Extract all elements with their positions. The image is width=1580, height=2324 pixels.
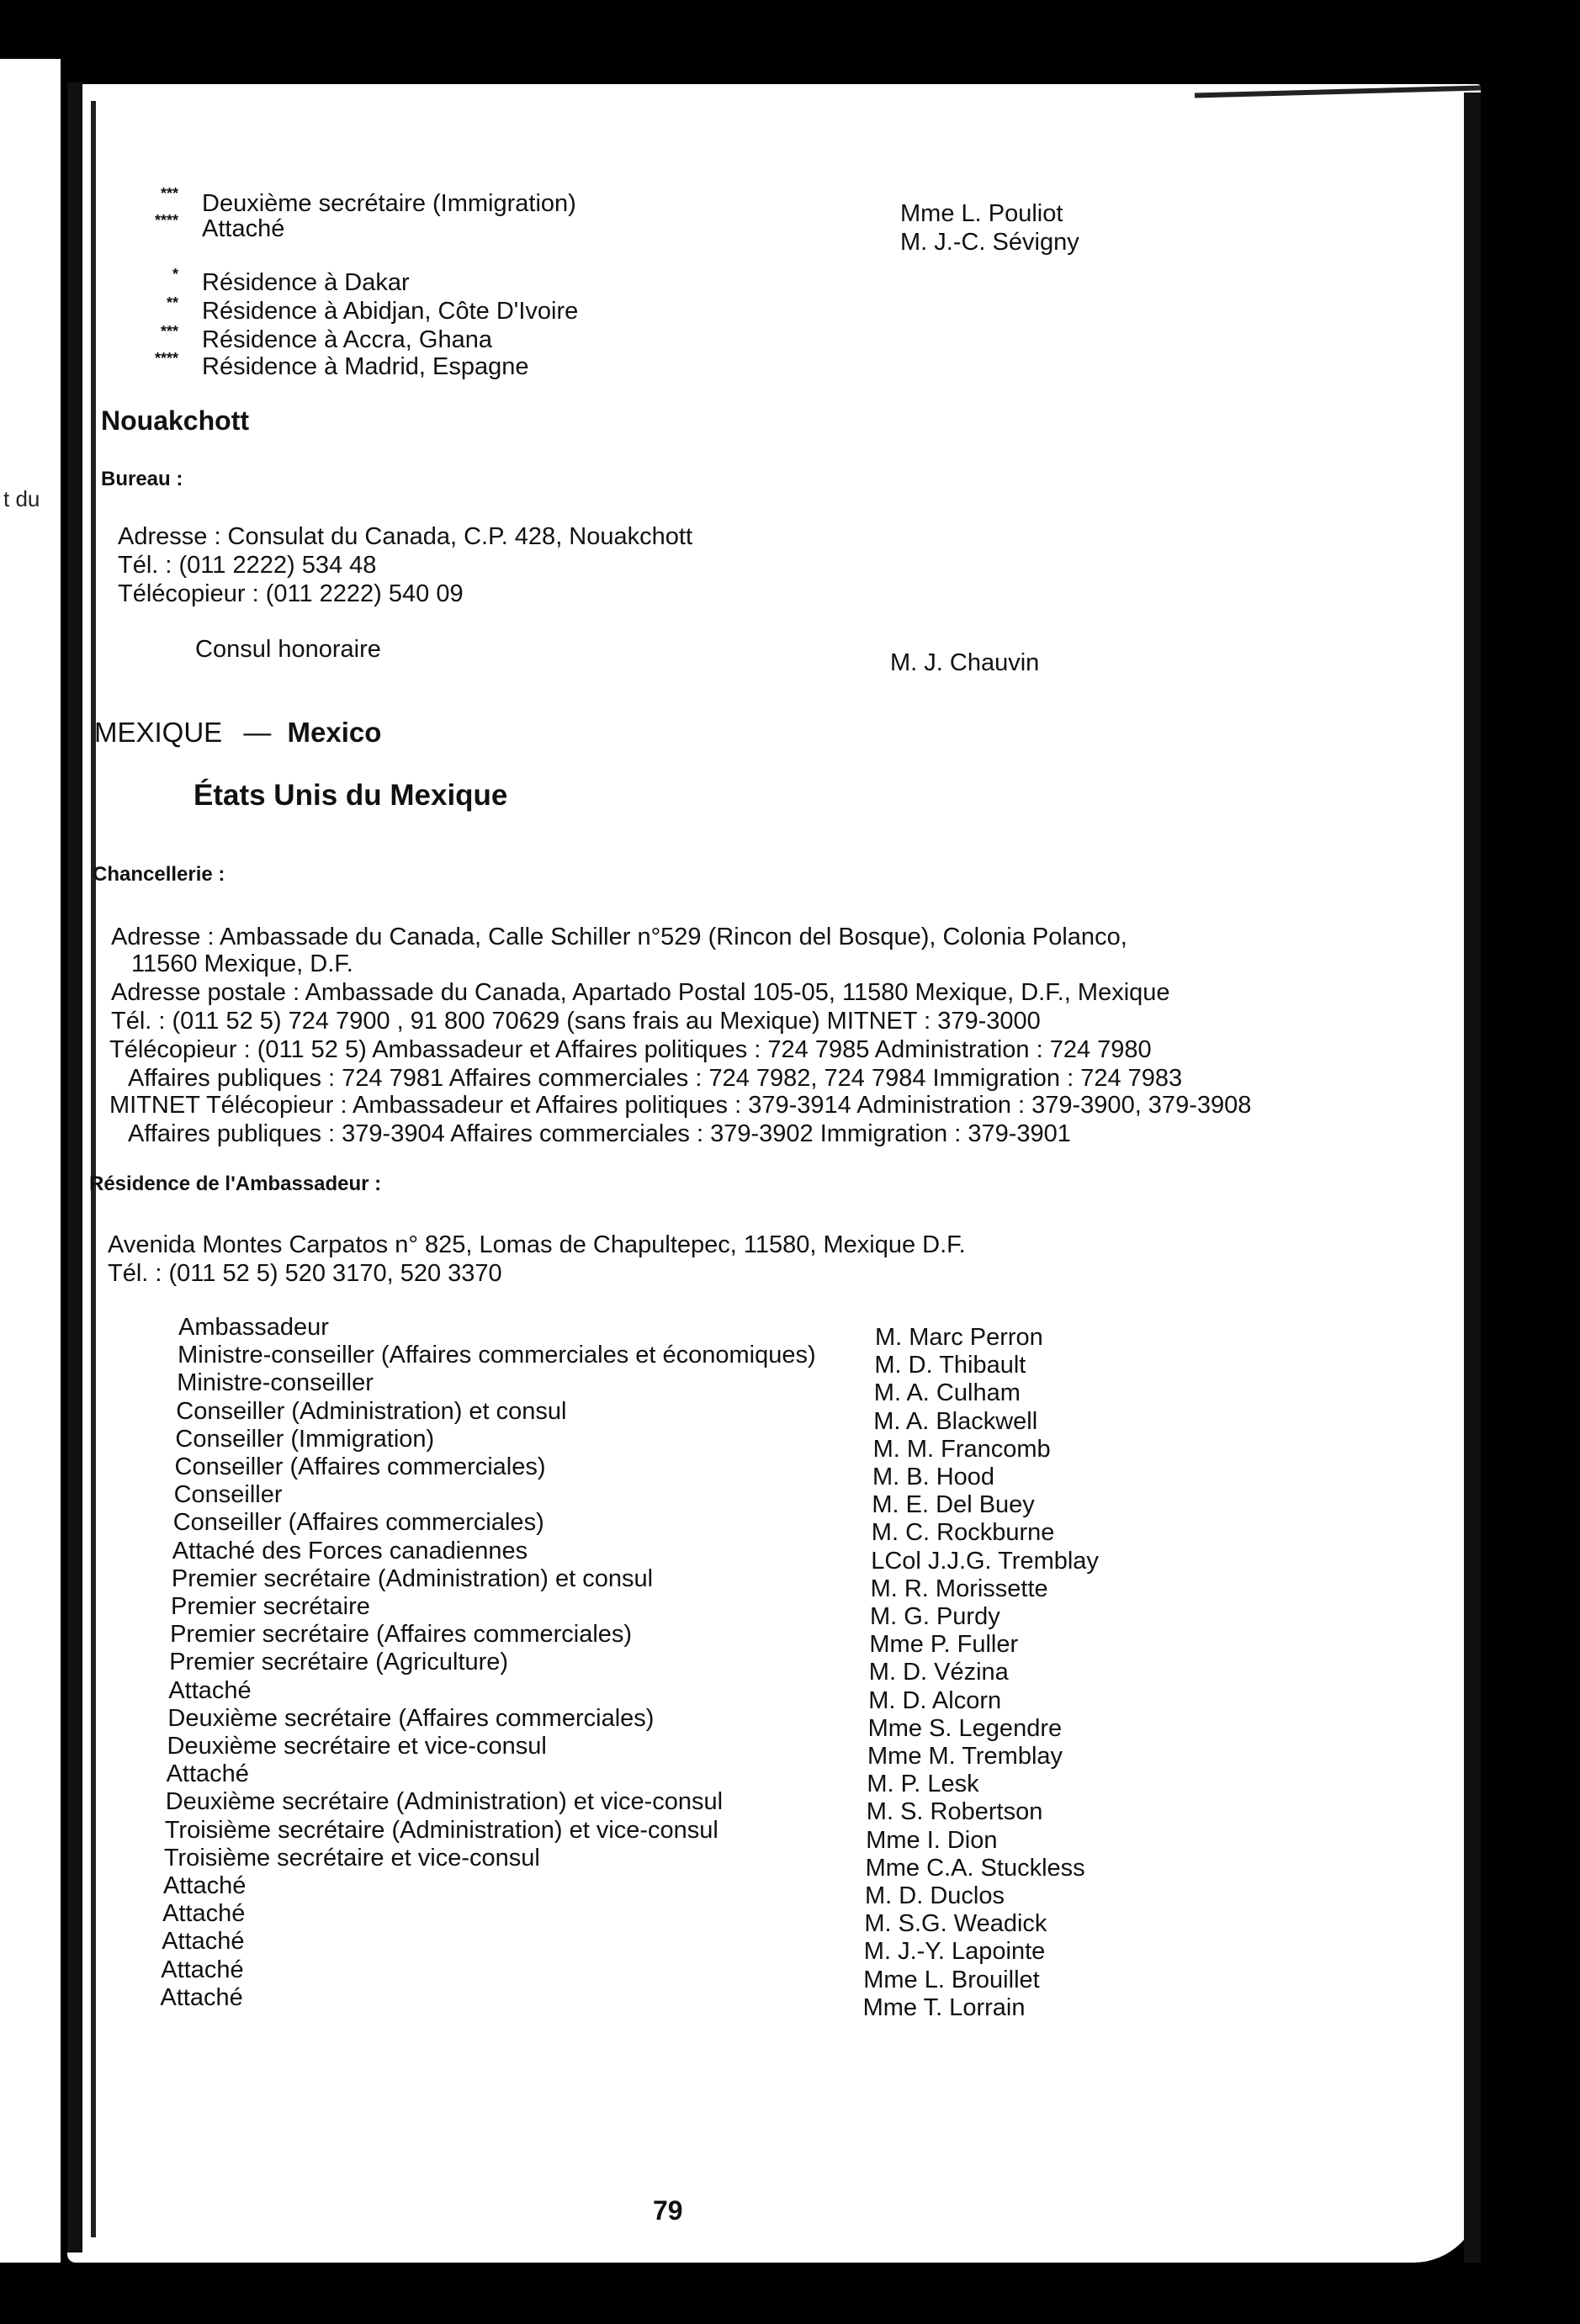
staff-title: Ambassadeur	[178, 1314, 329, 1341]
heading-dash: —	[243, 717, 272, 748]
city-heading: Nouakchott	[101, 405, 249, 436]
staff-title: Attaché	[160, 1983, 243, 2011]
staff-name: M. D. Vézina	[868, 1659, 1009, 1686]
staff-title: Premier secrétaire (Affaires commerciales)	[170, 1621, 633, 1649]
staff-title: Deuxième secrétaire (Affaires commerciales)	[167, 1704, 655, 1732]
chancellerie-line: Tél. : (011 52 5) 724 7900 , 91 800 70629 (sans frais au Mexique) MITNET : 379-3000	[111, 1008, 1041, 1035]
staff-name: Mme C.A. Stuckless	[865, 1854, 1085, 1882]
country-heading	[94, 717, 381, 749]
staff-title: Attaché	[168, 1676, 252, 1704]
staff-title: Deuxième secrétaire (Administration) et vice-consul	[165, 1788, 724, 1816]
staff-title: Ministre-conseiller (Affaires commerciales et économiques)	[178, 1342, 816, 1369]
official-country-name: États Unis du Mexique	[194, 779, 508, 812]
bottom-scan-border	[0, 2263, 1580, 2324]
staff-name: M. E. Del Buey	[872, 1491, 1035, 1519]
footnote-stars: *	[172, 266, 178, 283]
staff-name: Mme I. Dion	[866, 1826, 998, 1854]
staff-name: Mme P. Fuller	[869, 1631, 1019, 1659]
staff-title: Conseiller (Administration) et consul	[176, 1397, 567, 1425]
chancellerie-line: Télécopieur : (011 52 5) Ambassadeur et Affaires politiques : 724 7985 Administration : 724 7980	[109, 1036, 1152, 1063]
staff-title: Conseiller (Immigration)	[175, 1425, 435, 1453]
footnote-stars: ****	[154, 212, 178, 229]
section-label: Résidence de l'Ambassadeur :	[89, 1173, 382, 1195]
binding-edge-right	[1464, 93, 1481, 2263]
page-number: 79	[653, 2195, 683, 2226]
section-label: Chancellerie :	[93, 863, 225, 886]
footnote-stars: ***	[160, 323, 178, 340]
staff-title: Attaché	[163, 1872, 247, 1899]
residence-note: Résidence à Madrid, Espagne	[202, 353, 529, 380]
staff-name: M. Marc Perron	[875, 1324, 1043, 1351]
staff-title: Attaché	[202, 215, 285, 242]
chancellerie-line: Adresse : Ambassade du Canada, Calle Schiller n°529 (Rincon del Bosque), Colonia Polanco,	[111, 924, 1127, 950]
binding-edge-right-outer	[1487, 84, 1496, 2296]
staff-title: Deuxième secrétaire (Immigration)	[202, 190, 576, 217]
staff-name: M. S. Robertson	[866, 1798, 1043, 1826]
staff-name: M. G. Purdy	[870, 1603, 1000, 1630]
staff-name: M. D. Alcorn	[868, 1686, 1002, 1714]
staff-name: LCol J.J.G. Tremblay	[871, 1547, 1099, 1575]
staff-title: Troisième secrétaire (Administration) et vice-consul	[164, 1816, 718, 1844]
residence-note: Résidence à Dakar	[202, 269, 410, 296]
fax-line: Télécopieur : (011 2222) 540 09	[118, 580, 464, 607]
staff-title: Attaché	[162, 1900, 246, 1928]
staff-title: Attaché	[161, 1956, 244, 1983]
staff-name: Mme L. Brouillet	[863, 1966, 1040, 1993]
staff-name: M. J.-Y. Lapointe	[863, 1938, 1046, 1966]
chancellerie-line: 11560 Mexique, D.F.	[131, 950, 353, 977]
binding-edge-left-inner	[91, 101, 96, 2237]
address-line: Adresse : Consulat du Canada, C.P. 428, Nouakchott	[118, 523, 693, 550]
staff-title: Conseiller (Affaires commerciales)	[174, 1453, 546, 1480]
staff-name: M. J. Chauvin	[890, 649, 1040, 676]
staff-name: M. M. Francomb	[872, 1435, 1051, 1463]
chancellerie-line: Adresse postale : Ambassade du Canada, Apartado Postal 105-05, 11580 Mexique, D.F., Mexique	[111, 979, 1170, 1006]
staff-name: M. A. Culham	[873, 1379, 1021, 1407]
staff-name: M. R. Morissette	[870, 1575, 1048, 1602]
staff-name: M. A. Blackwell	[873, 1407, 1038, 1435]
staff-name: M. D. Thibault	[874, 1352, 1026, 1379]
residence-address: Avenida Montes Carpatos n° 825, Lomas de Chapultepec, 11580, Mexique D.F.	[108, 1231, 966, 1258]
staff-title: Troisième secrétaire et vice-consul	[163, 1844, 540, 1871]
staff-name: Mme T. Lorrain	[862, 1993, 1026, 2021]
staff-name: Mme M. Tremblay	[867, 1743, 1063, 1770]
staff-title: Premier secrétaire (Agriculture)	[169, 1649, 509, 1676]
residence-note: Résidence à Abidjan, Côte D'Ivoire	[202, 298, 579, 325]
phone-line: Tél. : (011 2222) 534 48	[118, 552, 377, 579]
staff-name: M. P. Lesk	[867, 1771, 979, 1798]
staff-name: M. C. Rockburne	[871, 1519, 1055, 1547]
residence-note: Résidence à Accra, Ghana	[202, 326, 492, 353]
footnote-stars: ****	[154, 350, 178, 367]
staff-name: M. S.G. Weadick	[864, 1910, 1047, 1938]
chancellerie-line: Affaires publiques : 379-3904 Affaires commerciales : 379-3902 Immigration : 379-3901	[128, 1120, 1071, 1147]
staff-title: Conseiller	[173, 1481, 283, 1509]
binding-edge-left	[67, 82, 82, 2253]
staff-title: Attaché	[166, 1760, 249, 1788]
staff-title: Conseiller (Affaires commerciales)	[172, 1509, 544, 1537]
staff-title: Consul honoraire	[195, 636, 381, 663]
staff-title: Premier secrétaire (Administration) et consul	[171, 1564, 654, 1592]
country-name: MEXIQUE	[94, 717, 223, 748]
left-margin-fragment: t du	[3, 486, 40, 511]
capital-name: Mexico	[287, 717, 382, 748]
staff-title: Attaché des Forces canadiennes	[172, 1537, 528, 1564]
footnote-stars: ***	[160, 185, 178, 202]
footnote-stars: **	[166, 294, 178, 311]
staff-title: Deuxième secrétaire et vice-consul	[167, 1733, 547, 1760]
staff-title: Premier secrétaire	[171, 1593, 370, 1620]
staff-name: M. B. Hood	[872, 1464, 995, 1490]
residence-phone: Tél. : (011 52 5) 520 3170, 520 3370	[108, 1260, 502, 1287]
staff-title: Attaché	[162, 1928, 245, 1956]
section-label: Bureau :	[101, 468, 183, 490]
chancellerie-line: MITNET Télécopieur : Ambassadeur et Affaires politiques : 379-3914 Administration : 379-3900, 379-3908	[109, 1092, 1252, 1119]
staff-name: M. D. Duclos	[865, 1882, 1005, 1909]
chancellerie-line: Affaires publiques : 724 7981 Affaires commerciales : 724 7982, 724 7984 Immigration : 724 7983	[128, 1065, 1183, 1092]
staff-name: M. J.-C. Sévigny	[900, 229, 1079, 256]
staff-name: Mme L. Pouliot	[900, 200, 1063, 227]
staff-title: Ministre-conseiller	[177, 1369, 374, 1397]
left-page-strip	[0, 59, 61, 2324]
staff-name: Mme S. Legendre	[867, 1714, 1063, 1742]
